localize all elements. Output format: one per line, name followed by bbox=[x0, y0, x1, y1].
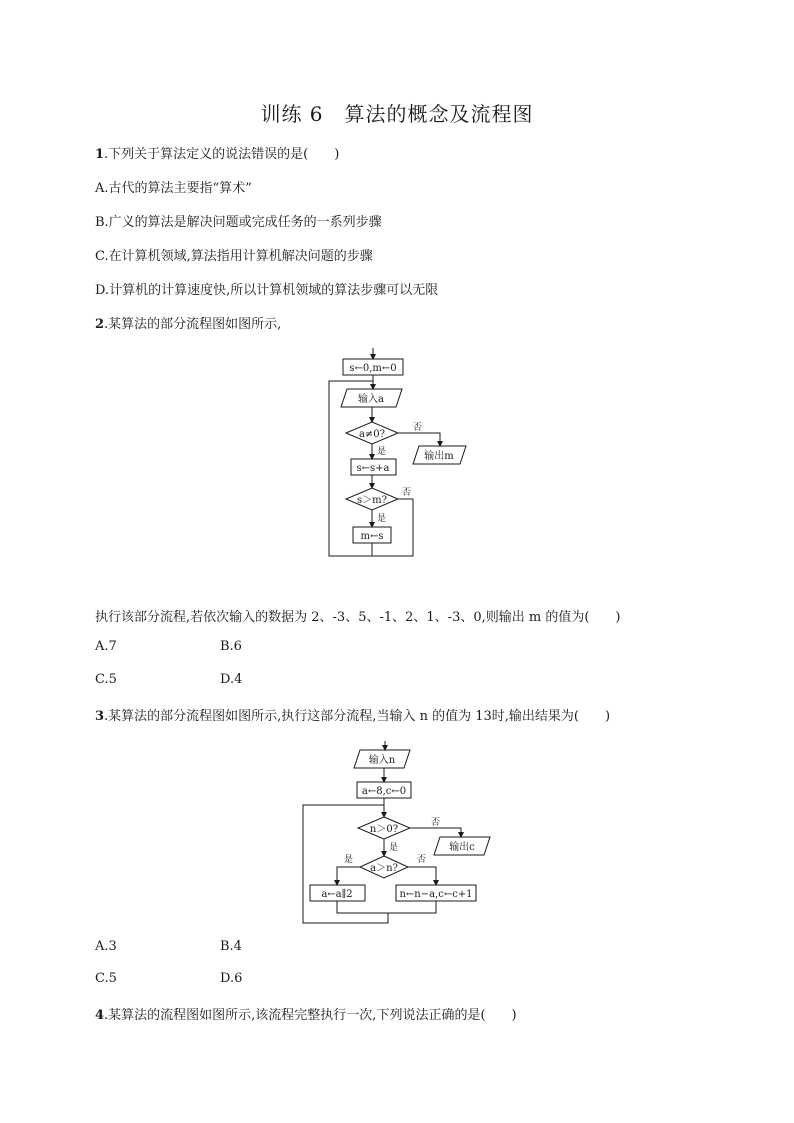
question-4-stem bbox=[95, 1004, 517, 1023]
question-3-stem bbox=[95, 705, 610, 724]
question-1-number: 1 bbox=[95, 147, 105, 162]
page-title: 训练 6 算法的概念及流程图 bbox=[260, 102, 534, 126]
question-3-flowchart bbox=[298, 738, 508, 928]
question-2-option-d: D.4 bbox=[220, 672, 243, 687]
question-2-stem bbox=[95, 313, 281, 332]
flow2-init-text: s←0,m←0 bbox=[349, 363, 397, 374]
question-2-number: 2 bbox=[95, 317, 105, 332]
question-2-option-a: A.7 bbox=[95, 639, 117, 654]
flow2-yes2-label: 是 bbox=[377, 514, 387, 524]
flow2-assign-text: m←s bbox=[360, 531, 384, 542]
question-1-option-d: D.计算机的计算速度快,所以计算机领域的算法步骤可以无限 bbox=[95, 283, 439, 298]
question-3-option-d: D.6 bbox=[220, 971, 243, 986]
question-3-option-a: A.3 bbox=[95, 939, 117, 954]
question-3-option-c: C.5 bbox=[95, 971, 117, 986]
question-1-option-a: A.古代的算法主要指“算术” bbox=[95, 181, 252, 196]
flow3-init-text: a←8,c←0 bbox=[361, 786, 407, 797]
flow2-cond2-text: s＞m? bbox=[357, 495, 387, 506]
flow3-yes2-label: 是 bbox=[344, 855, 354, 865]
flow2-input-text: 输入a bbox=[358, 394, 384, 405]
question-1-option-b: B.广义的算法是解决问题或完成任务的一系列步骤 bbox=[95, 215, 382, 230]
flow2-yes1-label: 是 bbox=[377, 447, 387, 457]
flow2-cond1-text: a≠0? bbox=[358, 429, 386, 440]
question-1-stem bbox=[95, 143, 339, 162]
question-1-option-c: C.在计算机领域,算法指用计算机解决问题的步骤 bbox=[95, 249, 373, 264]
question-3-text: .某算法的部分流程图如图所示,执行这部分流程,当输入 n 的值为 13时,输出结果为( ) bbox=[104, 709, 611, 724]
question-4-number: 4 bbox=[95, 1008, 105, 1023]
question-4-text: .某算法的流程图如图所示,该流程完整执行一次,下列说法正确的是( ) bbox=[104, 1008, 517, 1023]
question-2-option-c: C.5 bbox=[95, 672, 117, 687]
flow3-output-text: 输出c bbox=[449, 842, 475, 853]
flow3-left-text: a←a∥2 bbox=[321, 889, 353, 900]
question-2-option-b: B.6 bbox=[220, 639, 242, 654]
flow2-output-text: 输出m bbox=[424, 451, 454, 462]
question-2-flowchart bbox=[320, 343, 480, 563]
flow3-yes1-label: 是 bbox=[389, 843, 399, 853]
question-3-option-b: B.4 bbox=[220, 939, 242, 954]
flow2-no2-label: 否 bbox=[402, 488, 412, 498]
flow3-right-text: n←n−a,c←c+1 bbox=[399, 889, 473, 900]
question-2-text: .某算法的部分流程图如图所示, bbox=[104, 317, 282, 332]
flow3-cond1-text: n＞0? bbox=[369, 824, 399, 835]
flow3-cond2-text: a＞n? bbox=[370, 863, 398, 874]
flow3-input-text: 输入n bbox=[368, 755, 396, 766]
flow2-step-text: s←s+a bbox=[356, 463, 390, 474]
flow3-no1-label: 否 bbox=[431, 818, 441, 828]
flow3-no2-label: 否 bbox=[417, 855, 427, 865]
question-3-number: 3 bbox=[95, 709, 105, 724]
question-1-text: .下列关于算法定义的说法错误的是( ) bbox=[104, 147, 340, 162]
question-2-body: 执行该部分流程,若依次输入的数据为 2、-3、5、-1、2、1、-3、0,则输出 m 的值为( ) bbox=[95, 610, 621, 625]
flow2-no1-label: 否 bbox=[413, 423, 423, 433]
